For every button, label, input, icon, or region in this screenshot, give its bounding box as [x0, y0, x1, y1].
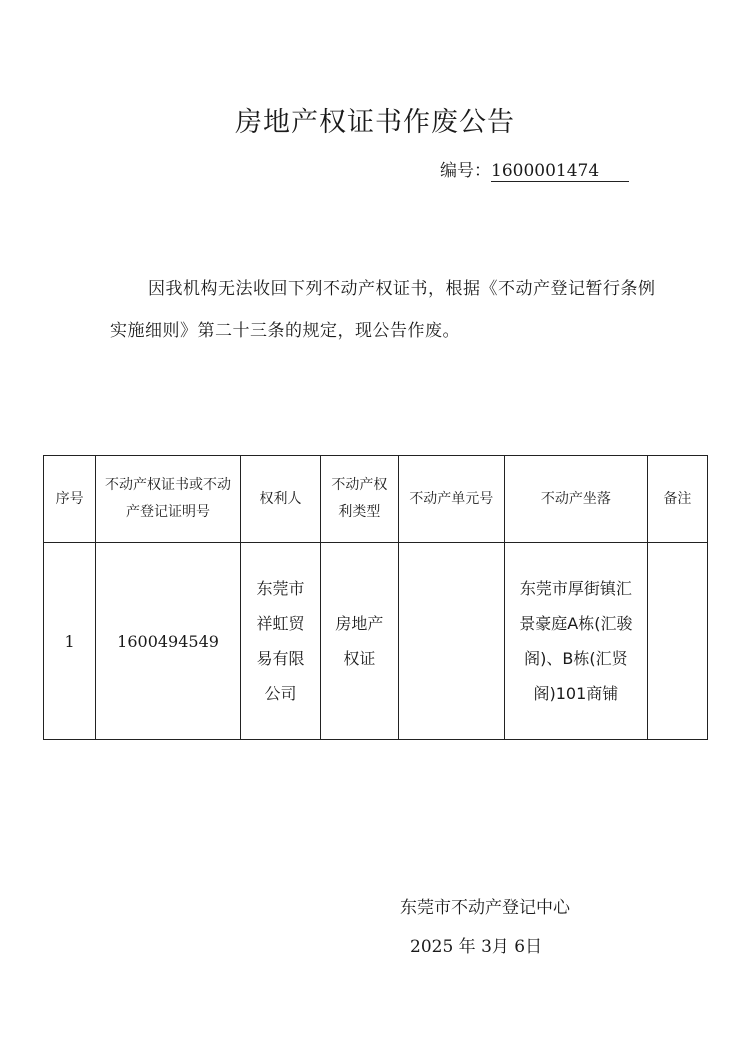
certificate-table — [43, 455, 708, 740]
cell-remark — [647, 543, 707, 740]
header-unit-number: 不动产单元号 — [398, 456, 504, 543]
announcement-body: 因我机构无法收回下列不动产权证书，根据《不动产登记暂行条例实施细则》第二十三条的规定，现公告作废。 — [110, 279, 656, 341]
header-owner: 权利人 — [240, 456, 320, 543]
number-label: 编号： — [440, 161, 491, 181]
cell-owner: 东莞市祥虹贸易有限公司 — [240, 543, 320, 740]
issuing-organization: 东莞市不动产登记中心 — [400, 898, 570, 918]
cell-unit-number — [398, 543, 504, 740]
cell-certificate-number: 1600494549 — [96, 543, 241, 740]
header-serial: 序号 — [44, 456, 96, 543]
table-row — [44, 543, 708, 740]
cell-serial: 1 — [44, 543, 96, 740]
header-remark: 备注 — [647, 456, 707, 543]
table-header-row — [44, 456, 708, 543]
header-right-type: 不动产权利类型 — [321, 456, 398, 543]
cell-location: 东莞市厚街镇汇景豪庭A栋(汇骏阁)、B栋(汇贤阁)101商铺 — [505, 543, 648, 740]
cell-right-type: 房地产权证 — [321, 543, 398, 740]
header-location: 不动产坐落 — [505, 456, 648, 543]
document-title: 房地产权证书作废公告 — [235, 107, 515, 138]
header-certificate-number: 不动产权证书或不动产登记证明号 — [96, 456, 241, 543]
issue-date: 2025 年 3月 6日 — [410, 937, 543, 957]
document-number — [440, 156, 629, 182]
number-value: 1600001474 — [491, 161, 629, 182]
